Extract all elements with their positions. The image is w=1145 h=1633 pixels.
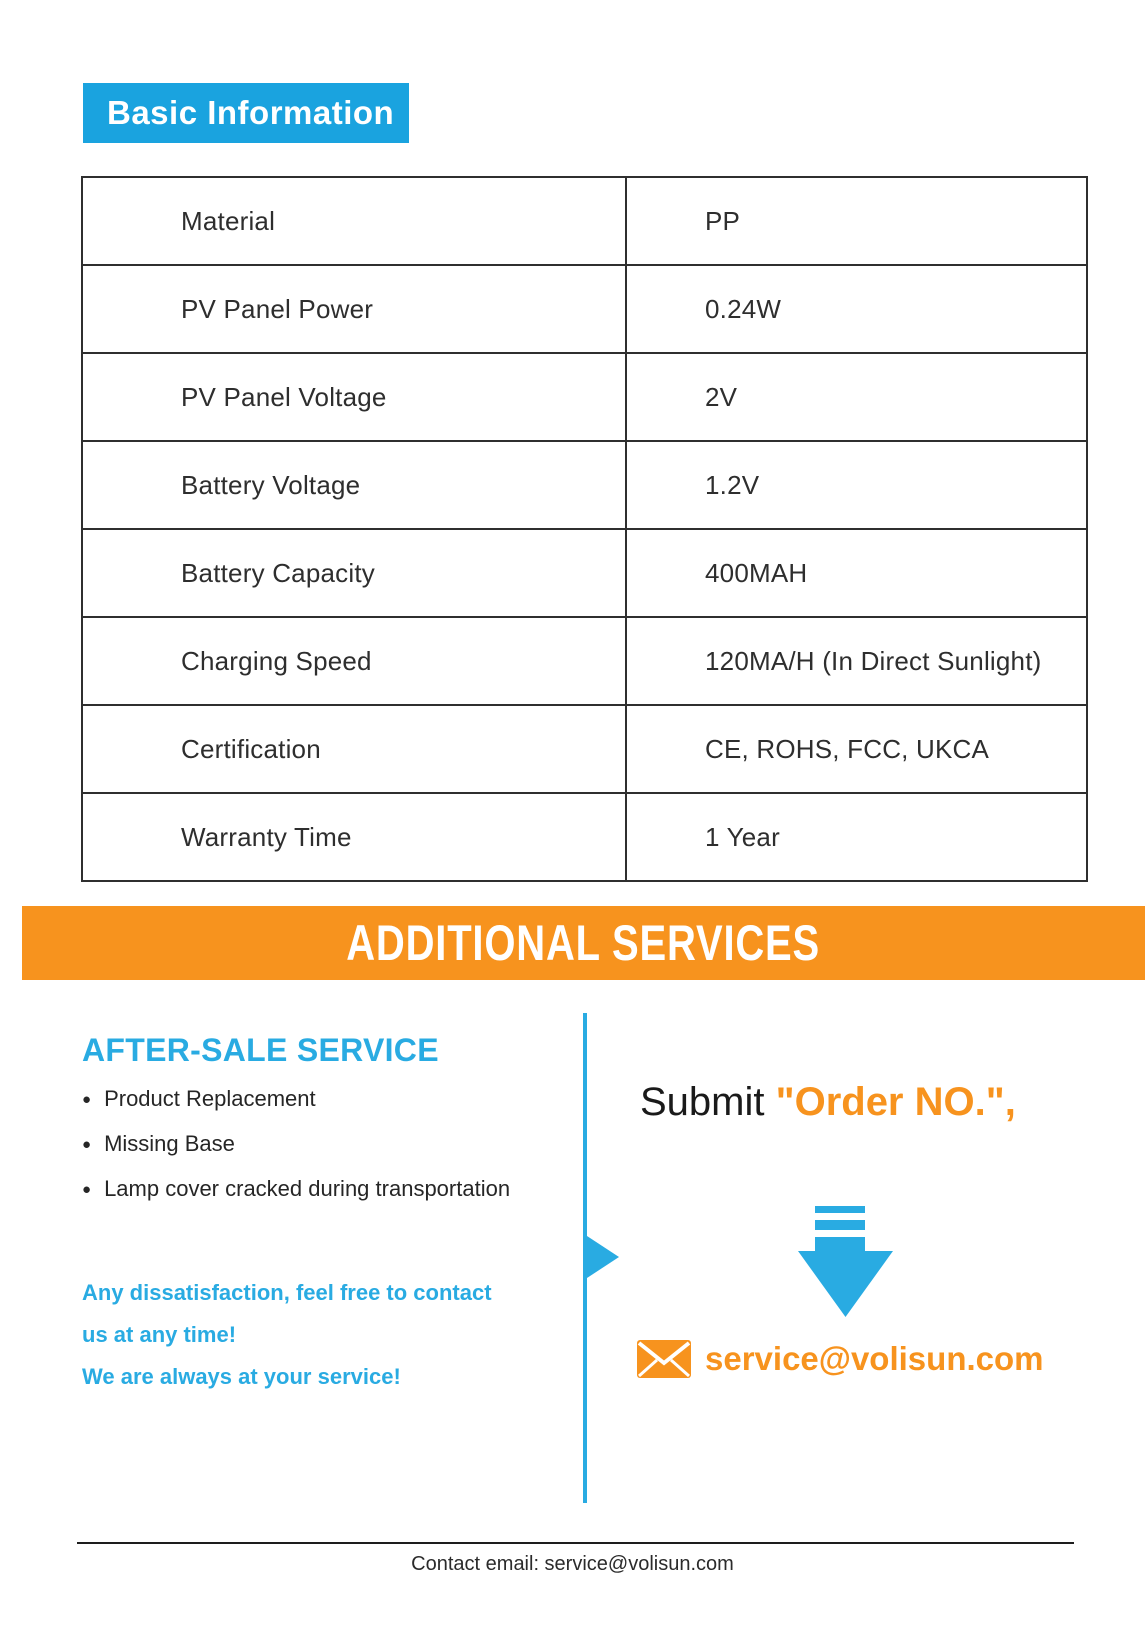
contact-note-line: us at any time! [82,1322,237,1347]
bullet-dot-icon [82,1131,104,1156]
after-sale-service-title: AFTER-SALE SERVICE [82,1032,439,1068]
additional-services-title: ADDITIONAL SERVICES [346,915,821,971]
bullet-item [82,1176,510,1202]
submit-order-instruction [640,1080,1016,1125]
bullet-item [82,1086,510,1112]
spec-table-row [82,793,1087,881]
spec-value: 2V [626,353,1087,441]
bullet-text: Lamp cover cracked during transportation [104,1176,511,1201]
submit-prefix: Submit [640,1080,776,1124]
spec-label: Material [82,177,626,265]
order-no-highlight: "Order NO.", [775,1080,1016,1124]
footer-contact-email: Contact email: service@volisun.com [411,1553,734,1575]
bullet-item [82,1131,510,1157]
bullet-dot-icon [82,1086,104,1111]
contact-note-line: Any dissatisfaction, feel free to contact [82,1280,492,1305]
additional-services-banner [22,906,1145,980]
spec-value: CE, ROHS, FCC, UKCA [626,705,1087,793]
bullet-text: Product Replacement [104,1086,316,1111]
spec-value: 1.2V [626,441,1087,529]
service-email-text: service@volisun.com [705,1340,1044,1377]
spec-table-row [82,705,1087,793]
spec-value: 0.24W [626,265,1087,353]
spec-label: Warranty Time [82,793,626,881]
spec-value: 400MAH [626,529,1087,617]
spec-label: PV Panel Voltage [82,353,626,441]
contact-note-line: We are always at your service! [82,1364,401,1389]
spec-label: Certification [82,705,626,793]
spec-table-row [82,353,1087,441]
right-pointer-icon [587,1236,619,1278]
spec-label: Battery Capacity [82,529,626,617]
contact-note [82,1272,492,1398]
spec-value: PP [626,177,1087,265]
after-sale-bullet-list [82,1086,510,1221]
down-arrow-icon [798,1204,893,1317]
spec-value: 1 Year [626,793,1087,881]
spec-label: PV Panel Power [82,265,626,353]
spec-label: Battery Voltage [82,441,626,529]
spec-table-body [82,177,1087,881]
spec-table-row [82,177,1087,265]
bullet-text: Missing Base [104,1131,235,1156]
footer-divider-line [77,1542,1074,1544]
bullet-dot-icon [82,1176,104,1201]
spec-table-row [82,441,1087,529]
spec-value: 120MA/H (In Direct Sunlight) [626,617,1087,705]
basic-information-header: Basic Information [83,83,409,143]
spec-table-row [82,265,1087,353]
spec-label: Charging Speed [82,617,626,705]
spec-table-row [82,529,1087,617]
envelope-icon [637,1340,691,1378]
spec-table [81,176,1088,882]
spec-table-row [82,617,1087,705]
service-email-row [637,1340,1044,1378]
